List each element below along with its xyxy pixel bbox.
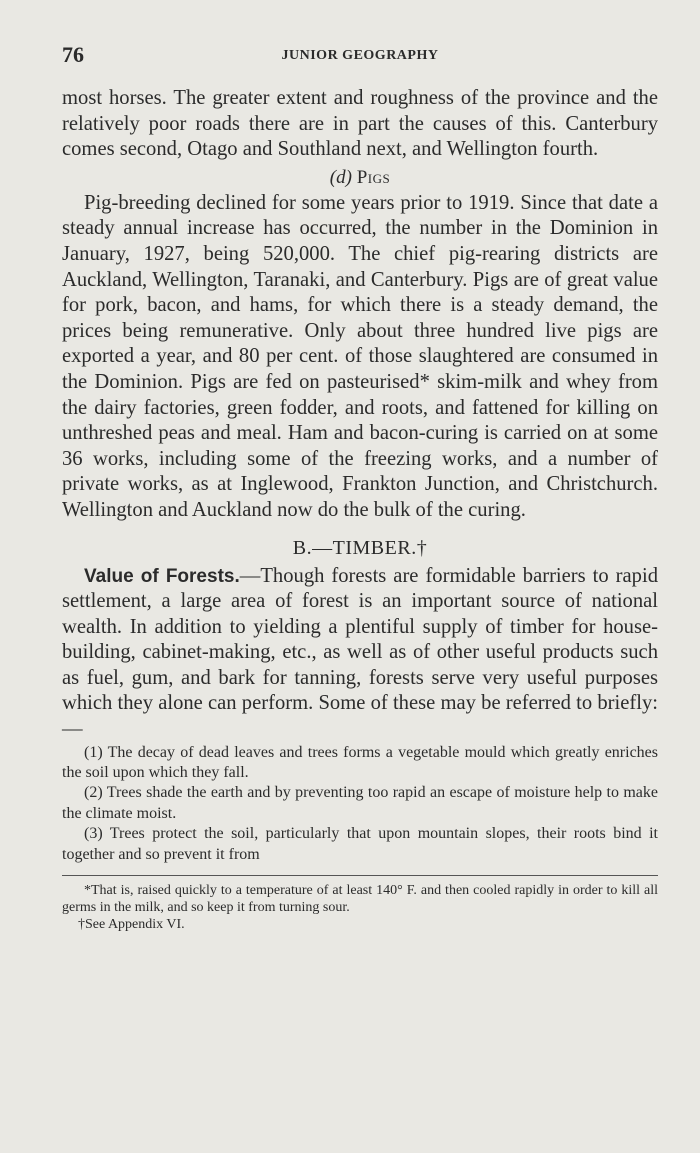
list-item: (3) Trees protect the soil, particularly that upon mountain slopes, their roots bind it together and so prevent it from	[62, 825, 658, 863]
timber-heading: B.—TIMBER.†	[292, 536, 428, 559]
pigs-heading-title: Pigs	[356, 166, 391, 188]
intro-paragraph: most horses. The greater extent and roughness of the province and the relatively poor roads there are in part the causes of this. Canterbury comes second, Otago and Southland next, and Wellington fourth.	[62, 87, 658, 161]
forests-runin-heading: Value of Forests.	[84, 565, 240, 587]
pigs-paragraph: Pig-breeding declined for some years prior to 1919. Since that date a steady annual increase has occurred, the number in the Dominion in January, 1927, being 520,000. The chief pig-rearing districts are Auckland, Wellington, Taranaki, and Canterbury. Pigs are of great value for pork, bacon, and hams, for which there is a steady demand, the prices being remunerative. Only about three hundred live pigs are exported a year, and 80 per cent. of those slaughtered are consumed in the Dominion. Pigs are fed on pasteurised* skim-milk and whey from the dairy factories, green fodder, and roots, and fattened for killing on unthreshed peas and meal. Ham and bacon-curing is carried on at some 36 works, including some of the freezing works, and a number of private works, as at Inglewood, Frankton Junction, and Christchurch. Wellington and Auckland now do the bulk of the curing.	[62, 191, 658, 521]
page-number: 76	[62, 42, 84, 67]
footnote-divider	[62, 875, 658, 876]
pigs-heading	[62, 165, 658, 191]
footnotes	[62, 882, 658, 933]
list-item: (1) The decay of dead leaves and trees forms a vegetable mould which greatly enriches the soil upon which they fall.	[62, 743, 658, 782]
timber-paragraph	[62, 564, 658, 743]
list-item: (2) Trees shade the earth and by preventing too rapid an escape of moisture help to make the climate moist.	[62, 784, 658, 822]
footnote-pasteurised: *That is, raised quickly to a temperature of at least 140° F. and then cooled rapidly in order to kill all germs in the milk, and so keep it from turning sour.	[62, 883, 658, 916]
book-page	[62, 36, 658, 933]
forests-paragraph-text: —Though forests are formidable barriers to rapid settlement, a large area of forest is an important source of national wealth. In addition to yielding a plentiful supply of timber for house-building, cabinet-making, etc., as well as of other useful products such as fuel, gum, and bark for tanning, forests serve very useful purposes which they alone can perform. Some of these may be referred to briefly:—	[62, 564, 658, 741]
page-header	[62, 36, 658, 76]
forest-benefits-list	[62, 743, 658, 865]
footnote-appendix: †See Appendix VI.	[78, 917, 185, 933]
pigs-heading-letter: (d)	[329, 166, 352, 188]
running-title: JUNIOR GEOGRAPHY	[281, 48, 439, 63]
